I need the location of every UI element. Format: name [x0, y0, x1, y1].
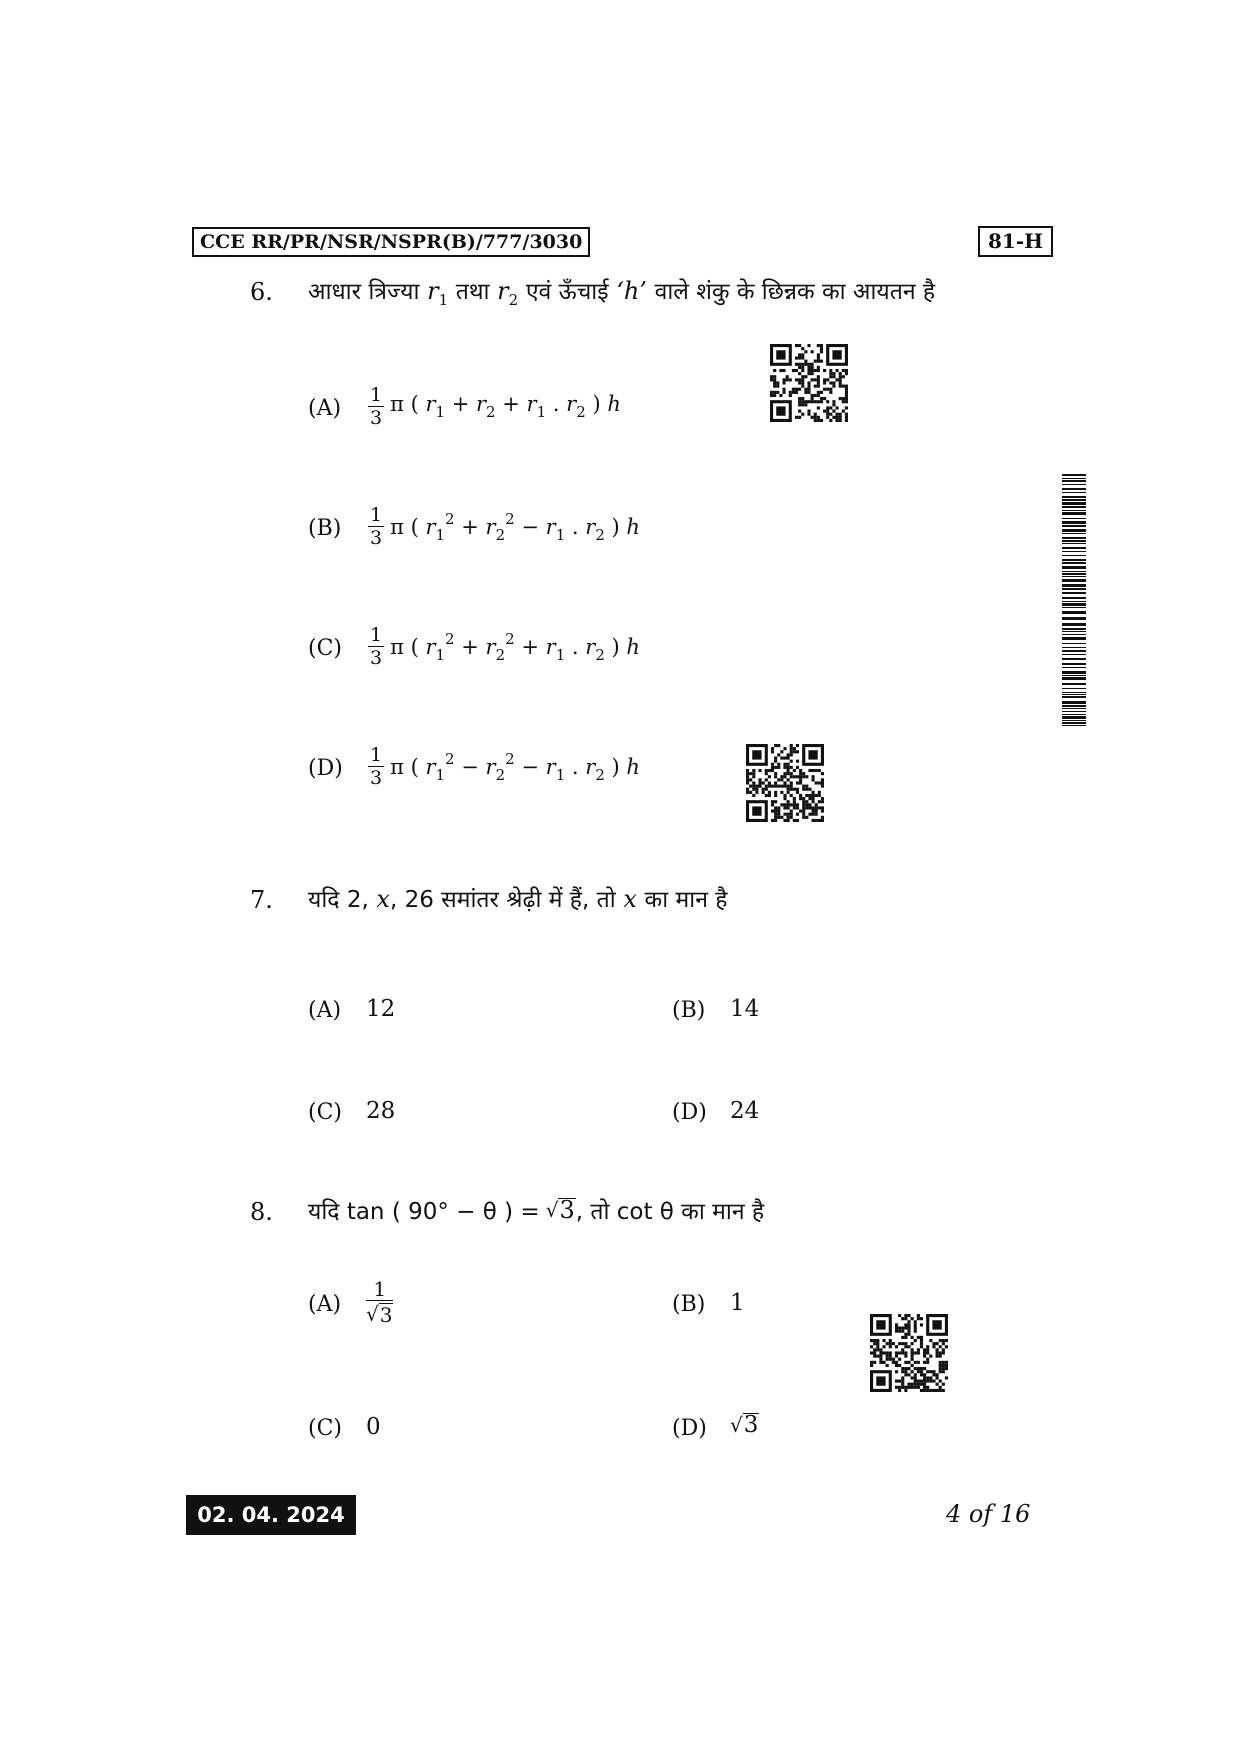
- q7-option-a-value: 12: [366, 996, 396, 1022]
- q8-option-c-label: (C): [308, 1416, 342, 1441]
- barcode-icon: [1062, 474, 1086, 726]
- question-6-number: 6.: [250, 278, 273, 306]
- question-8-text: यदि tan ( 90° − θ ) = √ 3 , तो cot θ का मान है: [308, 1196, 765, 1225]
- q6-option-d-label: (D): [308, 756, 343, 781]
- q8-option-c-value: 0: [366, 1414, 381, 1440]
- question-7-number: 7.: [250, 886, 273, 914]
- q7-option-b-value: 14: [730, 996, 760, 1022]
- question-6-text: आधार त्रिज्या $r_1$ तथा $r_2$ एवं ऊँचाई ‘h’ वाले शंकु के छिन्नक का आयतन है: [308, 277, 936, 309]
- exam-code: CCE RR/PR/NSR/NSPR(B)/777/3030: [192, 227, 590, 257]
- q7-option-b-label: (B): [672, 998, 706, 1023]
- question-7-text: यदि 2, x, 26 समांतर श्रेढ़ी में हैं, तो x का मान है: [308, 885, 728, 913]
- q8-option-b-value: 1: [730, 1290, 745, 1316]
- q7-option-c-value: 28: [366, 1098, 396, 1124]
- exam-date: 02. 04. 2024: [186, 1495, 356, 1535]
- qr-code-icon: [870, 1314, 948, 1392]
- q6-option-c-label: (C): [308, 636, 342, 661]
- q7-option-d-value: 24: [730, 1098, 760, 1124]
- q7-option-c-label: (C): [308, 1100, 342, 1125]
- q8-option-b-label: (B): [672, 1292, 706, 1317]
- q6-option-b-formula: $\frac{1}{3}$ π ( $r_1^2 + r_2^2 - r_1$ . $r_2$ ) h: [370, 504, 640, 549]
- q8-option-d-label: (D): [672, 1416, 707, 1441]
- qr-code-icon: [746, 744, 824, 822]
- q6-option-b-label: (B): [308, 516, 342, 541]
- question-8-number: 8.: [250, 1198, 273, 1226]
- page-number: 4 of 16: [946, 1500, 1031, 1528]
- q7-option-d-label: (D): [672, 1100, 707, 1125]
- q6-option-a-formula: $\frac{1}{3}$ π ( $r_1 + r_2 + r_1$ . $r_2$ ) h: [370, 384, 621, 429]
- q8-option-d-value: √ 3: [730, 1412, 759, 1438]
- q7-option-a-label: (A): [308, 998, 342, 1023]
- q8-option-a-label: (A): [308, 1292, 342, 1317]
- q6-option-d-formula: $\frac{1}{3}$ π ( $r_1^2 - r_2^2 - r_1$ . $r_2$ ) h: [370, 744, 640, 789]
- q6-option-c-formula: $\frac{1}{3}$ π ( $r_1^2 + r_2^2 + r_1$ . $r_2$ ) h: [370, 624, 640, 669]
- q8-option-a-value: 1 √ 3: [366, 1277, 393, 1327]
- paper-code: 81-H: [978, 226, 1053, 257]
- q6-option-a-label: (A): [308, 396, 342, 421]
- qr-code-icon: [770, 344, 848, 422]
